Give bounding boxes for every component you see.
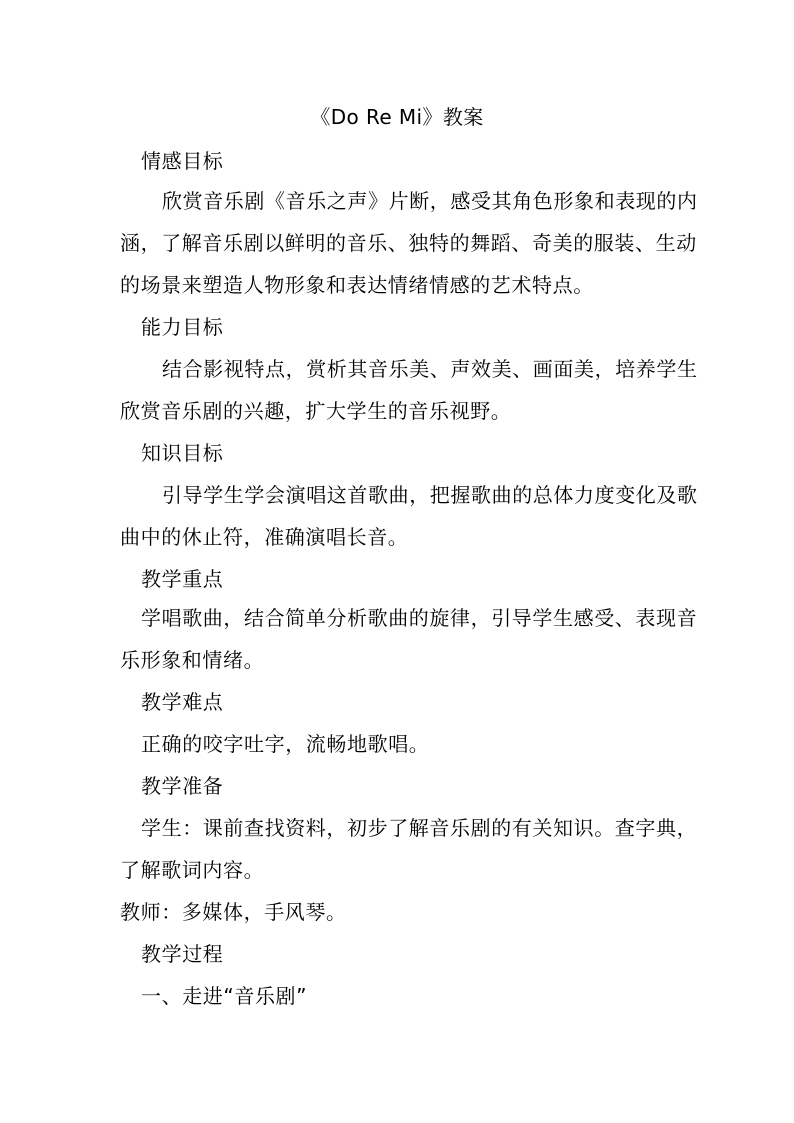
section-heading-ability-goals: 能力目标 (141, 315, 224, 339)
section-heading-key-points: 教学重点 (141, 567, 224, 591)
paragraph-line: 引导学生学会演唱这首歌曲，把握歌曲的总体力度变化及歌 (162, 483, 698, 507)
paragraph-line: 一、走进“音乐剧” (141, 984, 308, 1008)
section-heading-knowledge-goals: 知识目标 (141, 441, 224, 465)
paragraph-line: 涵，了解音乐剧以鲜明的音乐、独特的舞蹈、奇美的服装、生动 (120, 231, 697, 255)
section-heading-process: 教学过程 (141, 942, 224, 966)
paragraph-line: 的场景来塑造人物形象和表达情绪情感的艺术特点。 (120, 273, 594, 297)
paragraph-line: 欣赏音乐剧《音乐之声》片断，感受其角色形象和表现的内 (162, 189, 698, 213)
paragraph-line: 结合影视特点，赏析其音乐美、声效美、画面美，培养学生 (162, 357, 698, 381)
document-title: 《Do Re Mi》教案 (310, 105, 484, 129)
section-heading-difficulties: 教学难点 (141, 690, 224, 714)
paragraph-line: 教师：多媒体，手风琴。 (120, 900, 347, 924)
section-heading-preparation: 教学准备 (141, 774, 224, 798)
paragraph-line: 正确的咬字吐字，流畅地歌唱。 (141, 732, 430, 756)
paragraph-line: 乐形象和情绪。 (120, 648, 265, 672)
paragraph-line: 了解歌词内容。 (120, 858, 265, 882)
paragraph-line: 学生：课前查找资料，初步了解音乐剧的有关知识。查字典， (141, 816, 698, 840)
paragraph-line: 曲中的休止符，准确演唱长音。 (120, 525, 409, 549)
paragraph-line: 学唱歌曲，结合简单分析歌曲的旋律，引导学生感受、表现音 (141, 606, 698, 630)
section-heading-emotional-goals: 情感目标 (141, 149, 224, 173)
paragraph-line: 欣赏音乐剧的兴趣，扩大学生的音乐视野。 (120, 399, 512, 423)
